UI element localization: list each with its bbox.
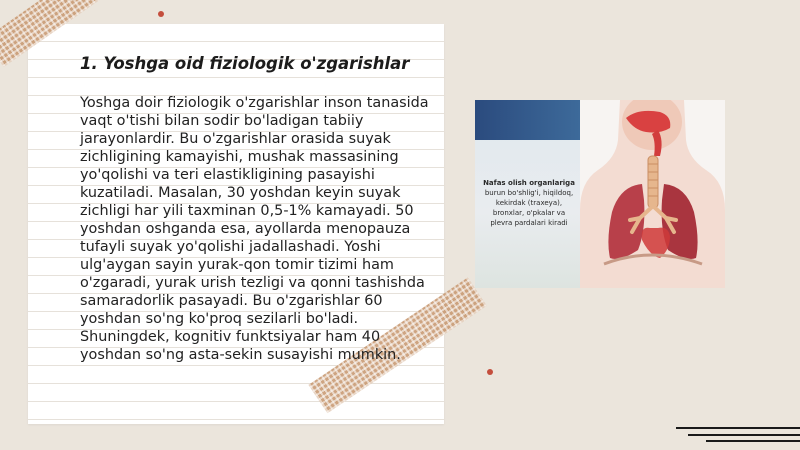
panel-header-band (475, 100, 580, 140)
figure-caption (481, 178, 577, 228)
caption-bold: Nafas olish organlariga (483, 179, 575, 187)
body-paragraph: Yoshga doir fiziologik o'zgarishlar inson tanasida vaqt o'tishi bilan sodir bo'ladigan tabiiy jarayonlardir. Bu o'zgarishlar orasida suyak zichligining kamayishi, mushak massasining yo'qolishi va teri elastikligining pasayishi kuzatiladi. Masalan, 30 yoshdan keyin suyak zichligi har yili taxminan 0,5-1% kamayadi. 50 yoshdan oshganda esa, ayollarda menopauza tufayli suyak yo'qolishi jadallashadi. Yoshi ulg'aygan sayin yurak-qon tomir tizimi ham o'zgaradi, yurak urish tezligi va qonni tashishda samaradorlik pasayadi. Bu o'zgarishlar 60 yoshdan so'ng ko'proq sezilarli bo'ladi. Shuningdek, kognitiv funktsiyalar ham 40 yoshdan so'ng asta-sekin susayishi mumkin. (80, 95, 429, 363)
tape-pin-top (158, 11, 164, 17)
tape-pin-bottom (487, 369, 493, 375)
caption-panel (475, 100, 580, 288)
section-heading: 1. Yoshga oid fiziologik o'zgarishlar (80, 54, 410, 73)
caption-rest: burun bo'shlig'i, hiqildoq, kekirdak (traxeya), bronxlar, o'pkalar va plevra pardalari kiradi (484, 189, 574, 227)
respiratory-system-figure (475, 100, 725, 288)
respiratory-anatomy-illustration (580, 100, 725, 288)
decorative-lines (676, 424, 800, 444)
